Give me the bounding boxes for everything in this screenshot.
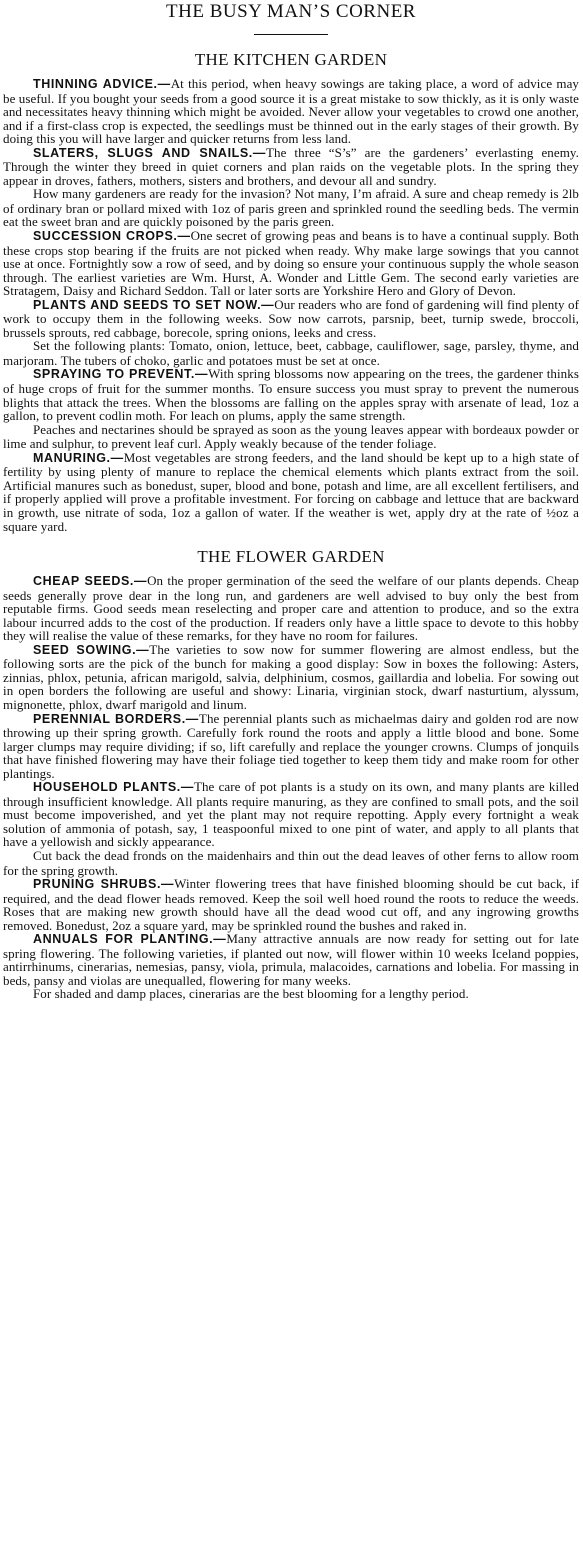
paragraph-heading: HOUSEHOLD PLANTS.—: [33, 780, 194, 795]
article-paragraph: [3, 574, 579, 643]
paragraph-text: Many attractive annuals are now ready for setting out for late spring flowering. The following varieties, if planted out now, will flower within 10 weeks Iceland poppies, antirrhinums, cinerarias, nemesias, pansy, viola, primula, malacoides, carnations and lobelia. For massing in beds, pansy and violas are unequalled, flowering for many weeks.: [3, 931, 579, 988]
paragraph-text: The perennial plants such as michaelmas dairy and golden rod are now throwing up their spring growth. Carefully fork round the roots and apply a little blood and bone. Some larger clumps may require dividing; if so, lift carefully and replace the younger crowns. Clumps of jonquils that have finished flowering may have their foliage tied together to keep them tidy and make room for other plantings.: [3, 710, 580, 781]
paragraph-heading: PRUNING SHRUBS.—: [33, 877, 175, 892]
article-paragraph: [3, 146, 579, 188]
paragraph-heading: ANNUALS FOR PLANTING.—: [33, 932, 227, 947]
article-paragraph: [3, 987, 579, 1002]
paragraph-text: At this period, when heavy sowings are taking place, a word of advice may be useful. If you bought your seeds from a good source it is a great mistake to sow thickly, as it is only waste and necessitates heavy thinning which might be avoided. Never allow your vegetables to crowd one another, and if a first-class crop is expected, the seedlings must be thinned out in the early stages of their growth. By doing this you will have larger and quicker returns from less land.: [3, 76, 579, 147]
paragraph-heading: CHEAP SEEDS.—: [33, 574, 148, 589]
article-paragraph: [3, 367, 579, 422]
article-paragraph: [3, 780, 579, 849]
article-paragraph: [3, 932, 579, 987]
paragraph-text: With spring blossoms now appearing on the trees, the gardener thinks of huge crops of fruit for the summer months. To ensure success you must spray to prevent the numerous blights that attack the trees. When the blossoms are falling on the apples spray with arsenate of lead, 1oz a gallon, to prevent codlin moth. For leach on plums, apply the same strength.: [3, 366, 579, 424]
paragraph-text: The three “S’s” are the gardeners’ everlasting enemy. Through the winter they breed in quiet corners and plan raids on the vegetable plots. In the spring they appear in droves, fathers, mothers, sisters and brothers, and devour all and sundry.: [3, 144, 579, 188]
article-paragraph: [3, 229, 579, 298]
paragraph-heading: PLANTS AND SEEDS TO SET NOW.—: [33, 297, 275, 312]
flower-garden-section: [3, 547, 579, 1002]
section-title: THE KITCHEN GARDEN: [194, 50, 388, 69]
paragraph-text: Cut back the dead fronds on the maidenhairs and thin out the dead leaves of other ferns to allow room for the spring growth.: [3, 847, 579, 878]
paragraph-heading: THINNING ADVICE.—: [33, 77, 171, 91]
paragraph-heading: SLATERS, SLUGS AND SNAILS.—: [33, 145, 266, 160]
masthead-rule: [254, 34, 328, 35]
article-paragraph: [3, 77, 579, 146]
article-paragraph: [3, 451, 579, 533]
paragraph-heading: SEED SOWING.—: [33, 642, 150, 657]
paragraph-text: One secret of growing peas and beans is to have a continual supply. Both these crops stop bearing if the fruits are not picked when ready. Why make large sowings that you cannot use at once. Fortnightly sow a row of seed, and by doing so ensure your continuous supply the whole season through. The earliest varieties are Wm. Hurst, A. Wonder and Little Gem. The second early varieties are Stratagem, Daisy and Richard Seddon. Tall or later sorts are Yorkshire Hero and Glory of Devon.: [3, 228, 579, 299]
paragraph-text: The care of pot plants is a study on its own, and many plants are killed through insufficient knowledge. All plants require manuring, as they are confined to small pots, and the soil must become impoverished, and yet the plant may not require repotting. Apply every fortnight a weak solution of ammonia of potash, say, 1 teaspoonful mixed to one pint of water, and apply to all plants that have a yellowish and sickly appearance.: [3, 779, 579, 850]
paragraph-text: Set the following plants: Tomato, onion, lettuce, beet, cabbage, cauliflower, sage, parsley, thyme, and marjoram. The tubers of choko, garlic and potatoes must be set at once.: [3, 338, 579, 368]
paragraph-text: On the proper germination of the seed the welfare of our plants depends. Cheap seeds generally prove dear in the long run, and gardeners are well advised to buy only the best from reputable firms. Good seeds mean reselecting and proper care and attention to produce, and so the extra labour incurred adds to the cost of the production. If readers only have a little space to devote to this hobby they will realise the value of these remarks, for they have no room for failures.: [3, 573, 579, 644]
paragraph-heading: PERENNIAL BORDERS.—: [33, 711, 199, 726]
paragraph-text: Peaches and nectarines should be sprayed as soon as the young leaves appear with bordeaux powder or lime and sulphur, to prevent leaf curl. Apply weakly because of the tender foliage.: [3, 421, 579, 452]
paragraph-heading: MANURING.—: [33, 450, 124, 465]
article-paragraph: [3, 187, 579, 229]
paragraph-text: How many gardeners are ready for the invasion? Not many, I’m afraid. A sure and cheap remedy is 2lb of ordinary bran or pollard mixed with 1oz of paris green and sprinkled round the seedling beds. The vermin eat the sweet bran and are quickly poisoned by the paris green.: [3, 186, 579, 230]
paragraph-heading: SUCCESSION CROPS.—: [33, 229, 191, 244]
paragraph-heading: SPRAYING TO PREVENT.—: [33, 367, 209, 382]
kitchen-garden-section: [3, 50, 579, 533]
article-paragraph: [3, 712, 579, 781]
paragraph-text: Winter flowering trees that have finished blooming should be cut back, if required, and the dead flower heads removed. Keep the soil well hoed round the roots to reduce the weeds. Roses that are making new growth should have all the dead wood cut off, and any ingrowing growths removed. Bonedust, 2oz a square yard, may be sprinkled round the bushes and raked in.: [3, 876, 579, 933]
article-paragraph: [3, 643, 579, 712]
section-title: THE FLOWER GARDEN: [197, 547, 385, 567]
paragraph-text: Our readers who are fond of gardening will find plenty of work to occupy them in the following weeks. Sow now carrots, parsnip, beet, turnip swede, broccoli, brussels sprouts, red cabbage, borecole, spring onions, leeks and cress.: [3, 296, 579, 340]
paragraph-text: The varieties to sow now for summer flowering are almost endless, but the following sorts are the pick of the bunch for making a good display: Sow in boxes the following: Asters, zinnias, phlox, petunia, african marigold, salvia, delphinium, cosmos, gaillardia and lobelia. For sowing out in open borders the following are useful and showy: Linaria, virginian stock, dwarf nasturtium, alyssum, mignonette, phlox, dwarf marigold and linum.: [3, 641, 579, 712]
column-masthead: THE BUSY MAN’S CORNER: [166, 1, 416, 22]
article-paragraph: [3, 423, 579, 451]
article-paragraph: [3, 849, 579, 877]
article-paragraph: [3, 298, 579, 340]
article-paragraph: [3, 877, 579, 932]
article-paragraph: [3, 339, 579, 367]
paragraph-text: For shaded and damp places, cinerarias are the best blooming for a lengthy period.: [33, 986, 469, 1002]
paragraph-text: Most vegetables are strong feeders, and the land should be kept up to a high state of fertility by using plenty of manure to replace the chemical elements which plants extract from the soil. Artificial manures such as bonedust, super, blood and bone, potash and lime, are all excellent fertilisers, and if properly applied will prove a profitable investment. For forcing on cabbage and lettuce that are backward in growth, use nitrate of soda, 1oz a gallon of water. If the weather is wet, apply dry at the rate of ½oz a square yard.: [3, 449, 579, 534]
